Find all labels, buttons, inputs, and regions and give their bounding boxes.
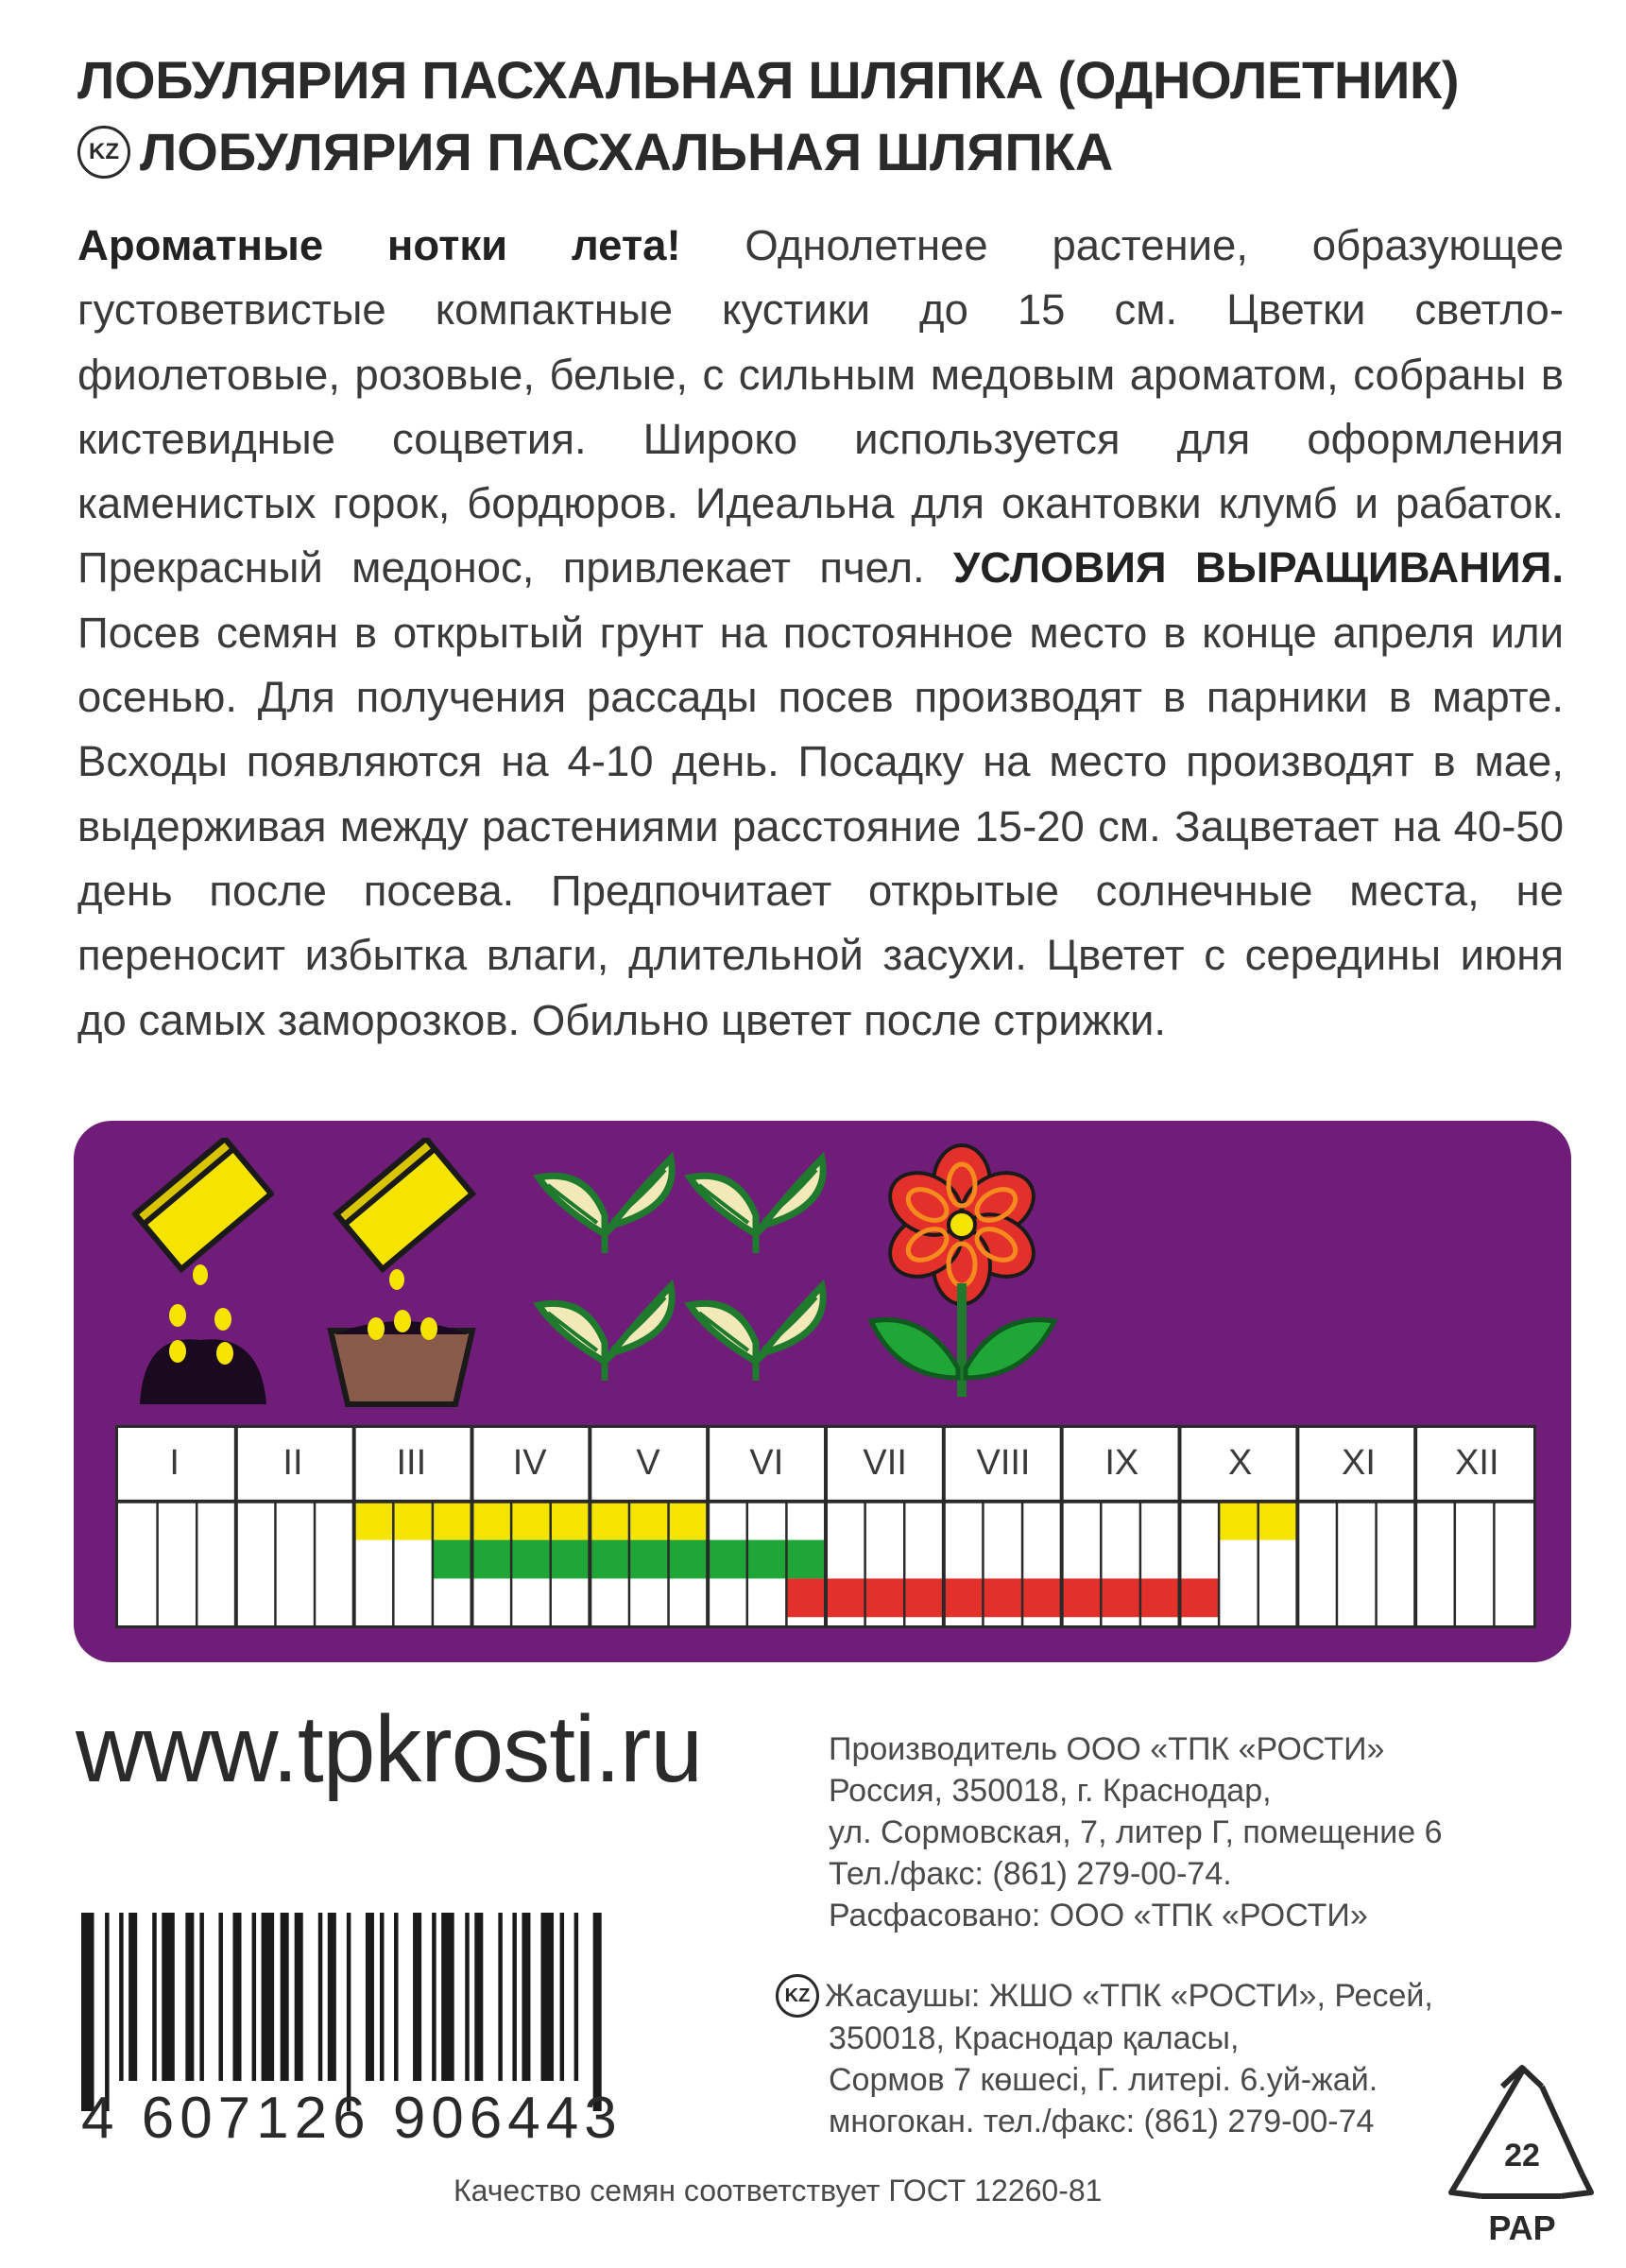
product-title-kz: ЛОБУЛЯРИЯ ПАСХАЛЬНАЯ ШЛЯПКА (140, 122, 1114, 181)
product-title-kz-row (77, 121, 1113, 182)
barcode-bar (413, 1913, 421, 2081)
calendar-month-label: XI (1342, 1443, 1376, 1483)
seedling-leaves-icon (524, 1130, 846, 1404)
manufacturer-line: ул. Сормовская, 7, литер Г, помещение 6 (829, 1814, 1443, 1850)
barcode-bar (128, 1913, 137, 2081)
barcode-bar (185, 1913, 194, 2081)
calendar-bar-sowing (354, 1502, 709, 1540)
kz-badge: KZ (77, 126, 130, 179)
barcode-bar (328, 1913, 336, 2081)
seed-packet-pot-icon (321, 1138, 482, 1408)
calendar-month-label: VI (749, 1443, 784, 1483)
barcode-bar (119, 1913, 124, 2081)
barcode-bar (318, 1913, 323, 2081)
barcode-bar (105, 1913, 110, 2111)
flower-icon (860, 1142, 1068, 1406)
barcode-bar (252, 1913, 257, 2081)
kz-manufacturer-line: многокан. тел./факс: (861) 279-00-74 (829, 2104, 1375, 2139)
barcode-bar (474, 1913, 483, 2081)
barcode-image (81, 1913, 697, 2111)
kz-manufacturer-line: Жасаушы: ЖШО «ТПК «РОСТИ», Ресей, (825, 1978, 1433, 2014)
barcode-bar (281, 1913, 289, 2081)
website-url[interactable]: www.tpkrosti.ru (76, 1696, 702, 1802)
barcode-bar (199, 1913, 204, 2081)
calendar-month-label: XII (1455, 1443, 1499, 1483)
barcode-bar (162, 1913, 175, 2081)
calendar-month-label: VIII (976, 1443, 1031, 1483)
barcode-bar (465, 1913, 470, 2081)
growing-conditions-heading: УСЛОВИЯ ВЫРАЩИВАНИЯ. (953, 543, 1564, 593)
quality-standard-note: Качество семян соответствует ГОСТ 12260-81 (454, 2174, 1103, 2208)
kz-manufacturer-info (784, 1974, 1433, 2142)
calendar-month-label: V (636, 1443, 660, 1483)
barcode-bar (512, 1913, 517, 2081)
barcode-bar (432, 1913, 436, 2081)
calendar-month-label: IV (512, 1443, 547, 1483)
recycle-number: 22 (1504, 2138, 1540, 2174)
calendar-month-label: IX (1104, 1443, 1139, 1483)
barcode-bar (366, 1913, 374, 2081)
barcode-bar (560, 1913, 565, 2081)
manufacturer-line: Россия, 350018, г. Краснодар, (829, 1773, 1272, 1809)
calendar-month-label: X (1227, 1443, 1253, 1483)
recycle-label: PAP (1488, 2208, 1556, 2247)
barcode-bar (81, 1913, 94, 2111)
description-lead: Ароматные нотки лета! (77, 221, 681, 269)
description-text-1: Однолетнее растение, образующее густоветвистые компактные кустики до 15 см. Цветки светло-фиолетовые, розовые, белые, с сильным медовым ароматом, собраны в кистевидные соцветия. Широко используется для оформления каменистых горок, бордюров. Идеальна для окантовки клумб и рабаток. Прекрасный медонос, привлекает пчел. (77, 221, 1564, 593)
barcode-bar (218, 1913, 223, 2081)
barcode-bar (347, 1913, 351, 2111)
manufacturer-line: Тел./факс: (861) 279-00-74. (829, 1856, 1232, 1892)
kz-badge-small: KZ (776, 1974, 819, 2018)
calendar-month-label: III (396, 1443, 427, 1483)
barcode-bar (152, 1913, 157, 2081)
manufacturer-line: Производитель ООО «ТПК «РОСТИ» (829, 1731, 1385, 1767)
calendar-month-label: II (282, 1443, 303, 1483)
calendar-month-labels (115, 1425, 1536, 1501)
product-title: ЛОБУЛЯРИЯ ПАСХАЛЬНАЯ ШЛЯПКА (ОДНОЛЕТНИК) (77, 50, 1460, 110)
calendar-month-label: I (169, 1443, 180, 1483)
barcode-bar (262, 1913, 275, 2081)
barcode-bar (498, 1913, 503, 2081)
recycle-icon (1444, 2060, 1600, 2249)
kz-manufacturer-line: 350018, Краснодар қаласы, (829, 2020, 1240, 2056)
barcode-bar (232, 1913, 241, 2081)
seed-packet-ground-icon (132, 1138, 274, 1408)
barcode-bar (540, 1913, 554, 2081)
calendar-month-label: VII (863, 1443, 907, 1483)
calendar-bar-flowering (786, 1578, 1219, 1617)
barcode-number: 4 607126 906443 (81, 2086, 623, 2151)
product-description (77, 214, 1564, 1053)
description-text-2: Посев семян в открытый грунт на постоянное место в конце апреля или осенью. Для получения рассады посев производят в парники в марте. Всходы появляются на 4-10 день. Посадку на место производят в мае, выдерживая между растениями расстояние 15-20 см. Зацветает на 40-50 день после посева. Предпочитает открытые солнечные места, не переносит избытка влаги, длительной засухи. Цветет с середины июня до самых заморозков. Обильно цветет после стрижки. (77, 608, 1564, 1044)
barcode-bar (574, 1913, 579, 2081)
barcode-bar (295, 1913, 303, 2081)
barcode-bar (394, 1913, 399, 2081)
barcode-bar (441, 1913, 454, 2081)
manufacturer-line: Расфасовано: ООО «ТПК «РОСТИ» (829, 1898, 1368, 1933)
kz-manufacturer-line: Сормов 7 көшесі, Г. литері. 6.уй-жай. (829, 2062, 1378, 2098)
barcode-bar (593, 1913, 602, 2111)
manufacturer-info (829, 1728, 1443, 1936)
barcode-bar (380, 1913, 385, 2081)
barcode-bar (522, 1913, 530, 2081)
